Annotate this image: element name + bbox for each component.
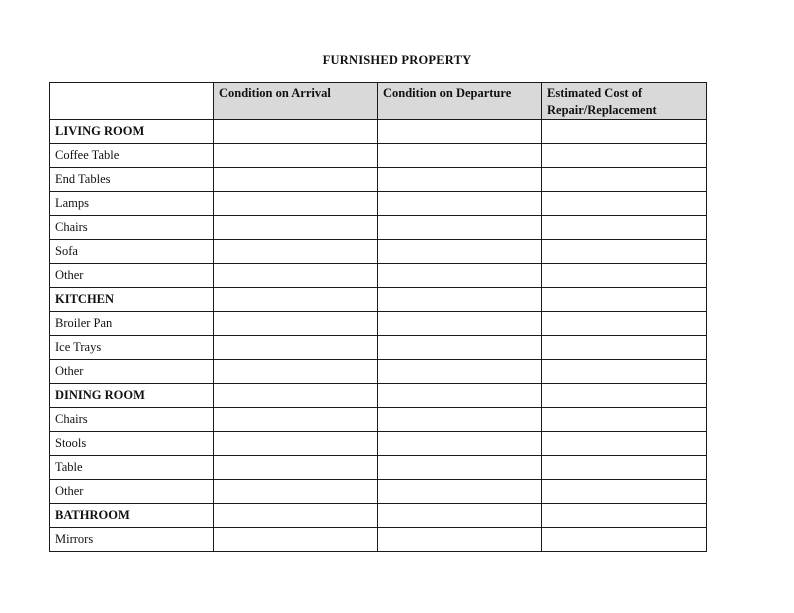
section-row [50, 120, 707, 144]
table-row [50, 312, 707, 336]
table-row [50, 432, 707, 456]
arrival-condition-cell[interactable] [214, 120, 378, 144]
item-label: Coffee Table [50, 144, 214, 168]
table-row [50, 456, 707, 480]
departure-condition-cell[interactable] [378, 480, 542, 504]
departure-condition-cell[interactable] [378, 312, 542, 336]
arrival-condition-cell[interactable] [214, 216, 378, 240]
repair-cost-cell[interactable] [542, 408, 707, 432]
item-label: Other [50, 264, 214, 288]
departure-condition-cell[interactable] [378, 504, 542, 528]
arrival-condition-cell[interactable] [214, 456, 378, 480]
section-row [50, 288, 707, 312]
inventory-table [49, 82, 707, 552]
arrival-condition-cell[interactable] [214, 384, 378, 408]
departure-condition-cell[interactable] [378, 336, 542, 360]
repair-cost-cell[interactable] [542, 168, 707, 192]
header-row [50, 83, 707, 120]
item-label: Other [50, 480, 214, 504]
table-row [50, 264, 707, 288]
item-label: Sofa [50, 240, 214, 264]
item-label: Mirrors [50, 528, 214, 552]
item-label: Stools [50, 432, 214, 456]
arrival-condition-cell[interactable] [214, 192, 378, 216]
repair-cost-cell[interactable] [542, 384, 707, 408]
section-heading: LIVING ROOM [50, 120, 214, 144]
repair-cost-cell[interactable] [542, 480, 707, 504]
departure-condition-cell[interactable] [378, 456, 542, 480]
table-row [50, 240, 707, 264]
departure-condition-cell[interactable] [378, 360, 542, 384]
item-label: Lamps [50, 192, 214, 216]
header-item-column [50, 83, 214, 120]
repair-cost-cell[interactable] [542, 120, 707, 144]
repair-cost-cell[interactable] [542, 336, 707, 360]
arrival-condition-cell[interactable] [214, 168, 378, 192]
header-condition-on-arrival: Condition on Arrival [214, 83, 378, 120]
arrival-condition-cell[interactable] [214, 360, 378, 384]
header-condition-on-departure: Condition on Departure [378, 83, 542, 120]
item-label: Chairs [50, 216, 214, 240]
departure-condition-cell[interactable] [378, 192, 542, 216]
departure-condition-cell[interactable] [378, 384, 542, 408]
repair-cost-cell[interactable] [542, 264, 707, 288]
repair-cost-cell[interactable] [542, 240, 707, 264]
arrival-condition-cell[interactable] [214, 312, 378, 336]
table-row [50, 216, 707, 240]
repair-cost-cell[interactable] [542, 456, 707, 480]
section-row [50, 504, 707, 528]
departure-condition-cell[interactable] [378, 144, 542, 168]
arrival-condition-cell[interactable] [214, 504, 378, 528]
item-label: End Tables [50, 168, 214, 192]
header-estimated-cost: Estimated Cost of Repair/Replacement [542, 83, 707, 120]
repair-cost-cell[interactable] [542, 432, 707, 456]
section-heading: DINING ROOM [50, 384, 214, 408]
repair-cost-cell[interactable] [542, 504, 707, 528]
repair-cost-cell[interactable] [542, 288, 707, 312]
item-label: Ice Trays [50, 336, 214, 360]
section-heading: KITCHEN [50, 288, 214, 312]
arrival-condition-cell[interactable] [214, 480, 378, 504]
section-row [50, 384, 707, 408]
departure-condition-cell[interactable] [378, 240, 542, 264]
table-row [50, 528, 707, 552]
table-row [50, 192, 707, 216]
arrival-condition-cell[interactable] [214, 336, 378, 360]
arrival-condition-cell[interactable] [214, 264, 378, 288]
table-row [50, 408, 707, 432]
repair-cost-cell[interactable] [542, 312, 707, 336]
table-row [50, 480, 707, 504]
document-title: FURNISHED PROPERTY [322, 53, 472, 67]
arrival-condition-cell[interactable] [214, 288, 378, 312]
repair-cost-cell[interactable] [542, 216, 707, 240]
section-heading: BATHROOM [50, 504, 214, 528]
repair-cost-cell[interactable] [542, 360, 707, 384]
arrival-condition-cell[interactable] [214, 144, 378, 168]
departure-condition-cell[interactable] [378, 528, 542, 552]
departure-condition-cell[interactable] [378, 432, 542, 456]
item-label: Chairs [50, 408, 214, 432]
arrival-condition-cell[interactable] [214, 240, 378, 264]
repair-cost-cell[interactable] [542, 144, 707, 168]
repair-cost-cell[interactable] [542, 192, 707, 216]
departure-condition-cell[interactable] [378, 408, 542, 432]
departure-condition-cell[interactable] [378, 288, 542, 312]
arrival-condition-cell[interactable] [214, 432, 378, 456]
table-row [50, 360, 707, 384]
departure-condition-cell[interactable] [378, 168, 542, 192]
table-row [50, 168, 707, 192]
arrival-condition-cell[interactable] [214, 528, 378, 552]
inventory-body [50, 120, 707, 552]
item-label: Other [50, 360, 214, 384]
table-row [50, 336, 707, 360]
arrival-condition-cell[interactable] [214, 408, 378, 432]
departure-condition-cell[interactable] [378, 120, 542, 144]
item-label: Broiler Pan [50, 312, 214, 336]
departure-condition-cell[interactable] [378, 216, 542, 240]
item-label: Table [50, 456, 214, 480]
repair-cost-cell[interactable] [542, 528, 707, 552]
table-row [50, 144, 707, 168]
departure-condition-cell[interactable] [378, 264, 542, 288]
